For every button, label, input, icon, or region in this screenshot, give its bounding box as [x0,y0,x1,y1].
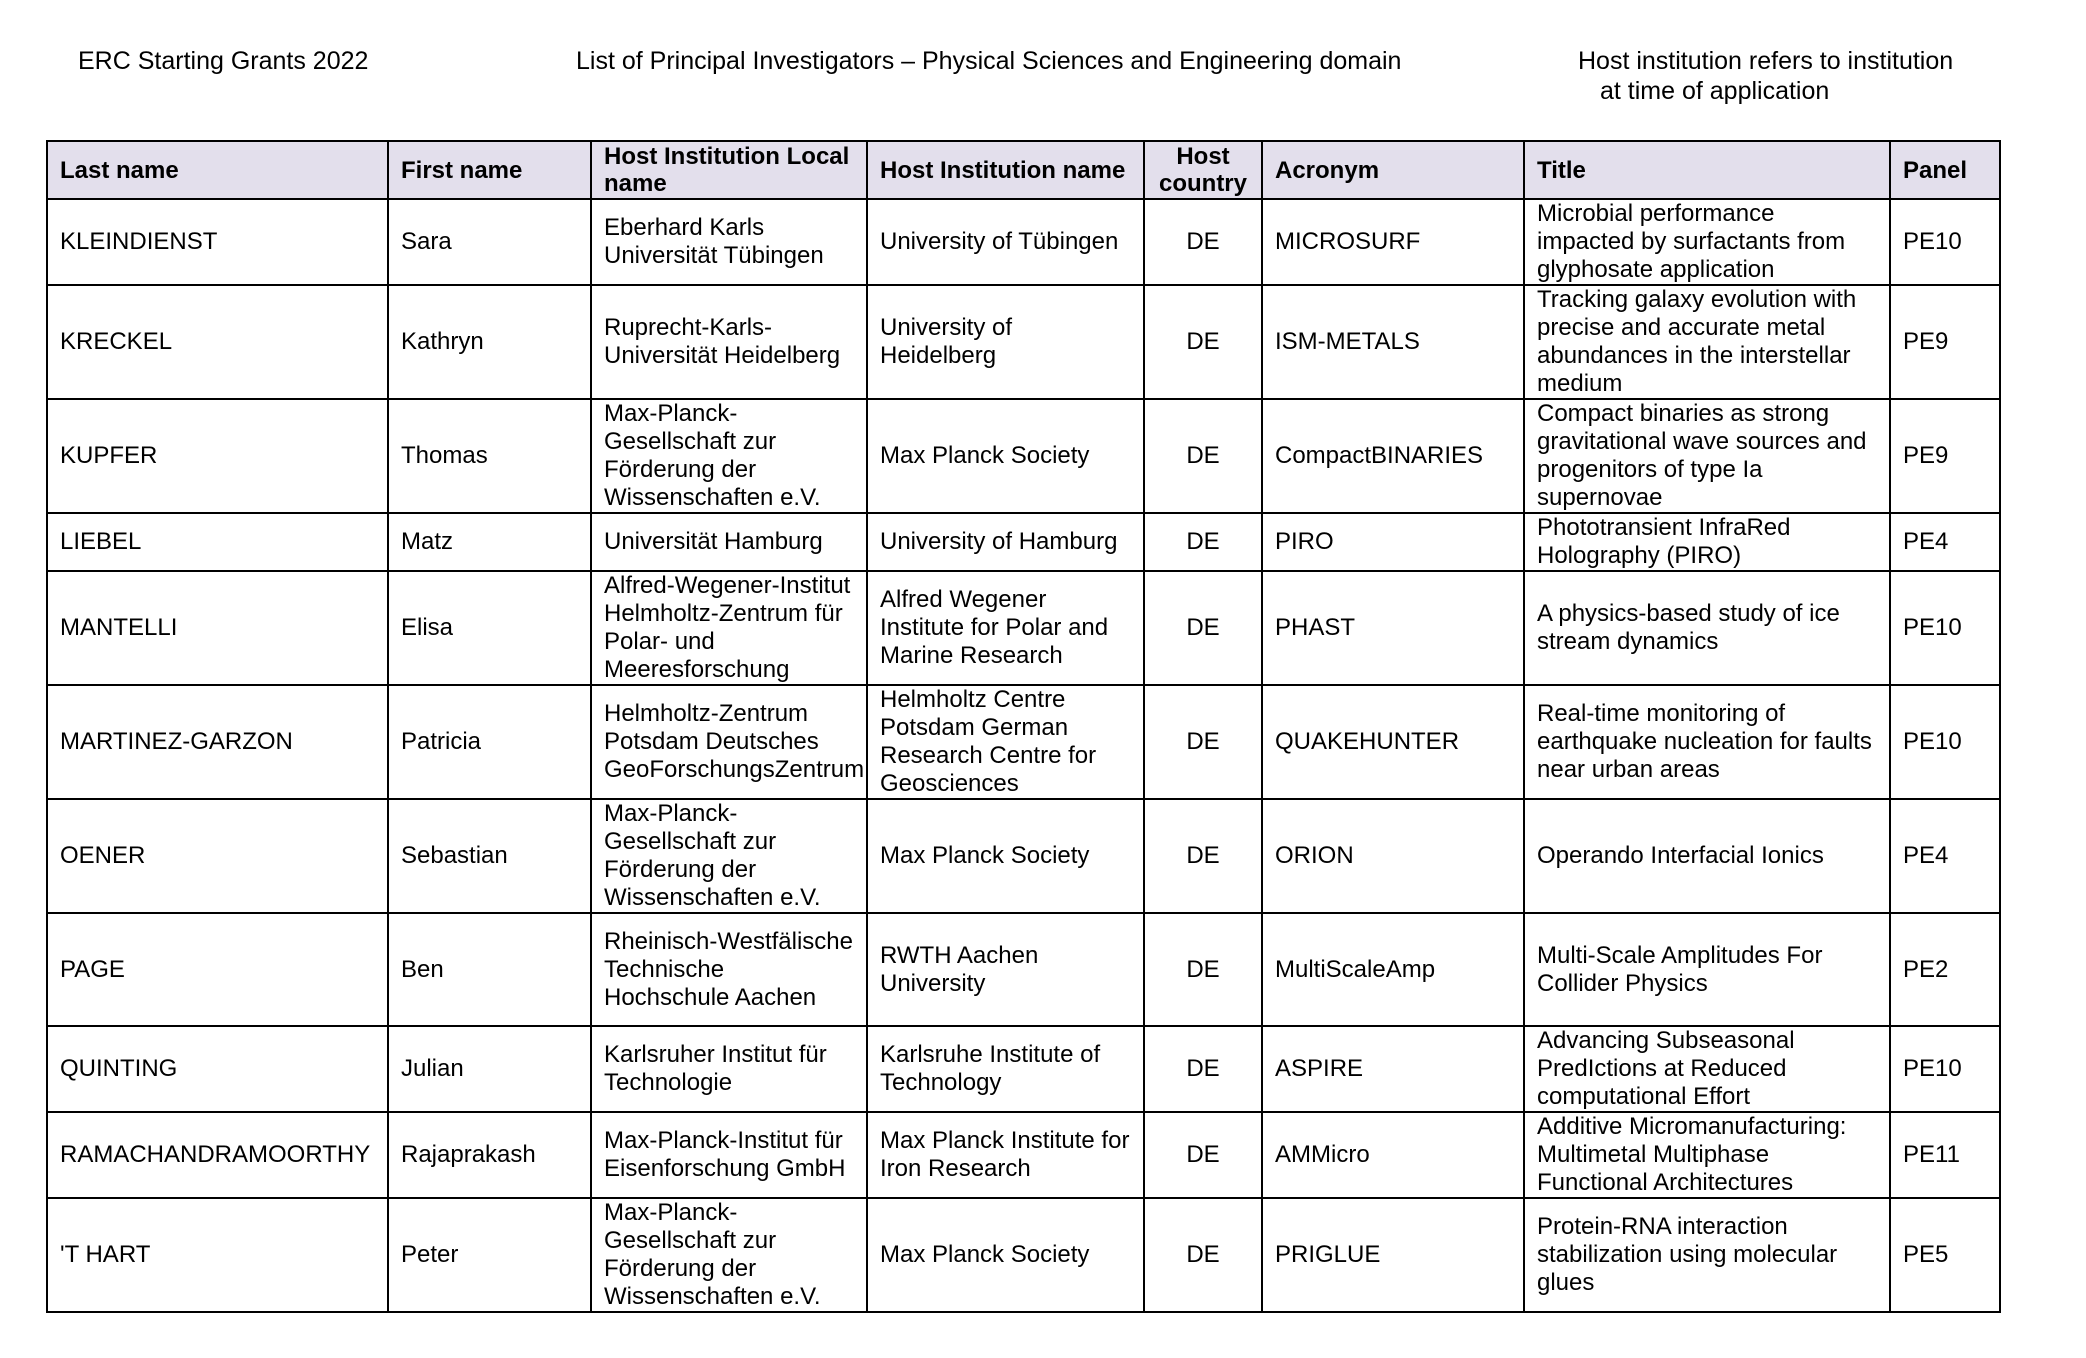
header-panel: Panel [1890,141,2000,199]
cell-title: Compact binaries as strong gravitational wave sources and progenitors of type Ia supernovae [1524,399,1890,513]
cell-host-local: Max-Planck-Gesellschaft zur Förderung der Wissenschaften e.V. [591,399,867,513]
header-acronym: Acronym [1262,141,1524,199]
header-host-country: Host country [1144,141,1262,199]
cell-first-name: Sara [388,199,591,285]
table-row [47,913,2000,1026]
cell-host-local: Max-Planck-Institut für Eisenforschung GmbH [591,1112,867,1198]
cell-title: Multi-Scale Amplitudes For Collider Physics [1524,913,1890,1026]
cell-country: DE [1144,571,1262,685]
cell-acronym: PRIGLUE [1262,1198,1524,1312]
table-row [47,799,2000,913]
cell-country: DE [1144,285,1262,399]
cell-host-name: University of Hamburg [867,513,1144,571]
principal-investigators-table [46,140,2001,1313]
cell-host-name: Max Planck Society [867,399,1144,513]
cell-last-name: PAGE [47,913,388,1026]
cell-acronym: PIRO [1262,513,1524,571]
cell-last-name: RAMACHANDRAMOORTHY [47,1112,388,1198]
table-row [47,571,2000,685]
header-last-name: Last name [47,141,388,199]
cell-panel: PE10 [1890,571,2000,685]
document-title: ERC Starting Grants 2022 [78,47,369,75]
cell-title: Phototransient InfraRed Holography (PIRO) [1524,513,1890,571]
cell-first-name: Rajaprakash [388,1112,591,1198]
cell-acronym: QUAKEHUNTER [1262,685,1524,799]
cell-first-name: Elisa [388,571,591,685]
cell-panel: PE2 [1890,913,2000,1026]
cell-panel: PE10 [1890,1026,2000,1112]
cell-title: Microbial performance impacted by surfactants from glyphosate application [1524,199,1890,285]
cell-panel: PE4 [1890,513,2000,571]
host-institution-note-line1: Host institution refers to institution [1578,47,1954,75]
cell-last-name: KLEINDIENST [47,199,388,285]
cell-host-name: Helmholtz Centre Potsdam German Research Centre for Geosciences [867,685,1144,799]
cell-host-local: Eberhard Karls Universität Tübingen [591,199,867,285]
cell-country: DE [1144,685,1262,799]
cell-host-local: Max-Planck-Gesellschaft zur Förderung der Wissenschaften e.V. [591,1198,867,1312]
host-institution-note-line2: at time of application [1600,77,1830,105]
host-institution-note [1578,46,1953,106]
cell-host-name: Max Planck Society [867,1198,1144,1312]
cell-host-local: Max-Planck-Gesellschaft zur Förderung der Wissenschaften e.V. [591,799,867,913]
cell-country: DE [1144,913,1262,1026]
cell-host-local: Universität Hamburg [591,513,867,571]
header-first-name: First name [388,141,591,199]
table-row [47,685,2000,799]
cell-panel: PE9 [1890,285,2000,399]
cell-country: DE [1144,1198,1262,1312]
cell-host-local: Rheinisch-Westfälische Technische Hochschule Aachen [591,913,867,1026]
cell-panel: PE11 [1890,1112,2000,1198]
table-row [47,513,2000,571]
header-host-institution-name: Host Institution name [867,141,1144,199]
cell-acronym: CompactBINARIES [1262,399,1524,513]
cell-last-name: 'T HART [47,1198,388,1312]
cell-acronym: MultiScaleAmp [1262,913,1524,1026]
cell-acronym: ASPIRE [1262,1026,1524,1112]
cell-first-name: Thomas [388,399,591,513]
cell-last-name: OENER [47,799,388,913]
table-row [47,199,2000,285]
cell-host-name: RWTH Aachen University [867,913,1144,1026]
cell-first-name: Ben [388,913,591,1026]
cell-panel: PE10 [1890,199,2000,285]
cell-title: Tracking galaxy evolution with precise and accurate metal abundances in the interstellar medium [1524,285,1890,399]
cell-first-name: Kathryn [388,285,591,399]
table-header-row [47,141,2000,199]
cell-title: Real-time monitoring of earthquake nucleation for faults near urban areas [1524,685,1890,799]
cell-acronym: PHAST [1262,571,1524,685]
cell-title: Advancing Subseasonal PredIctions at Reduced computational Effort [1524,1026,1890,1112]
cell-first-name: Patricia [388,685,591,799]
cell-last-name: MARTINEZ-GARZON [47,685,388,799]
cell-acronym: ISM-METALS [1262,285,1524,399]
cell-country: DE [1144,199,1262,285]
cell-host-local: Alfred-Wegener-Institut Helmholtz-Zentrum für Polar- und Meeresforschung [591,571,867,685]
cell-panel: PE9 [1890,399,2000,513]
cell-acronym: MICROSURF [1262,199,1524,285]
cell-acronym: AMMicro [1262,1112,1524,1198]
cell-panel: PE10 [1890,685,2000,799]
cell-panel: PE5 [1890,1198,2000,1312]
header-title: Title [1524,141,1890,199]
list-title: List of Principal Investigators – Physical Sciences and Engineering domain [576,47,1402,75]
table-row [47,285,2000,399]
cell-country: DE [1144,399,1262,513]
cell-last-name: KRECKEL [47,285,388,399]
table-row [47,1112,2000,1198]
cell-last-name: KUPFER [47,399,388,513]
cell-country: DE [1144,1112,1262,1198]
table-row [47,399,2000,513]
cell-host-local: Helmholtz-Zentrum Potsdam Deutsches GeoForschungsZentrum [591,685,867,799]
cell-host-local: Ruprecht-Karls-Universität Heidelberg [591,285,867,399]
cell-title: A physics-based study of ice stream dynamics [1524,571,1890,685]
header-host-institution-local-name: Host Institution Local name [591,141,867,199]
cell-title: Operando Interfacial Ionics [1524,799,1890,913]
cell-title: Protein-RNA interaction stabilization using molecular glues [1524,1198,1890,1312]
cell-last-name: MANTELLI [47,571,388,685]
table-row [47,1026,2000,1112]
cell-host-local: Karlsruher Institut für Technologie [591,1026,867,1112]
cell-first-name: Matz [388,513,591,571]
table-row [47,1198,2000,1312]
cell-first-name: Julian [388,1026,591,1112]
cell-first-name: Peter [388,1198,591,1312]
cell-acronym: ORION [1262,799,1524,913]
cell-host-name: Alfred Wegener Institute for Polar and Marine Research [867,571,1144,685]
cell-last-name: QUINTING [47,1026,388,1112]
cell-last-name: LIEBEL [47,513,388,571]
cell-host-name: University of Tübingen [867,199,1144,285]
cell-host-name: Max Planck Society [867,799,1144,913]
cell-first-name: Sebastian [388,799,591,913]
cell-host-name: Karlsruhe Institute of Technology [867,1026,1144,1112]
cell-panel: PE4 [1890,799,2000,913]
cell-country: DE [1144,513,1262,571]
cell-country: DE [1144,1026,1262,1112]
cell-host-name: Max Planck Institute for Iron Research [867,1112,1144,1198]
cell-country: DE [1144,799,1262,913]
cell-title: Additive Micromanufacturing: Multimetal Multiphase Functional Architectures [1524,1112,1890,1198]
cell-host-name: University of Heidelberg [867,285,1144,399]
